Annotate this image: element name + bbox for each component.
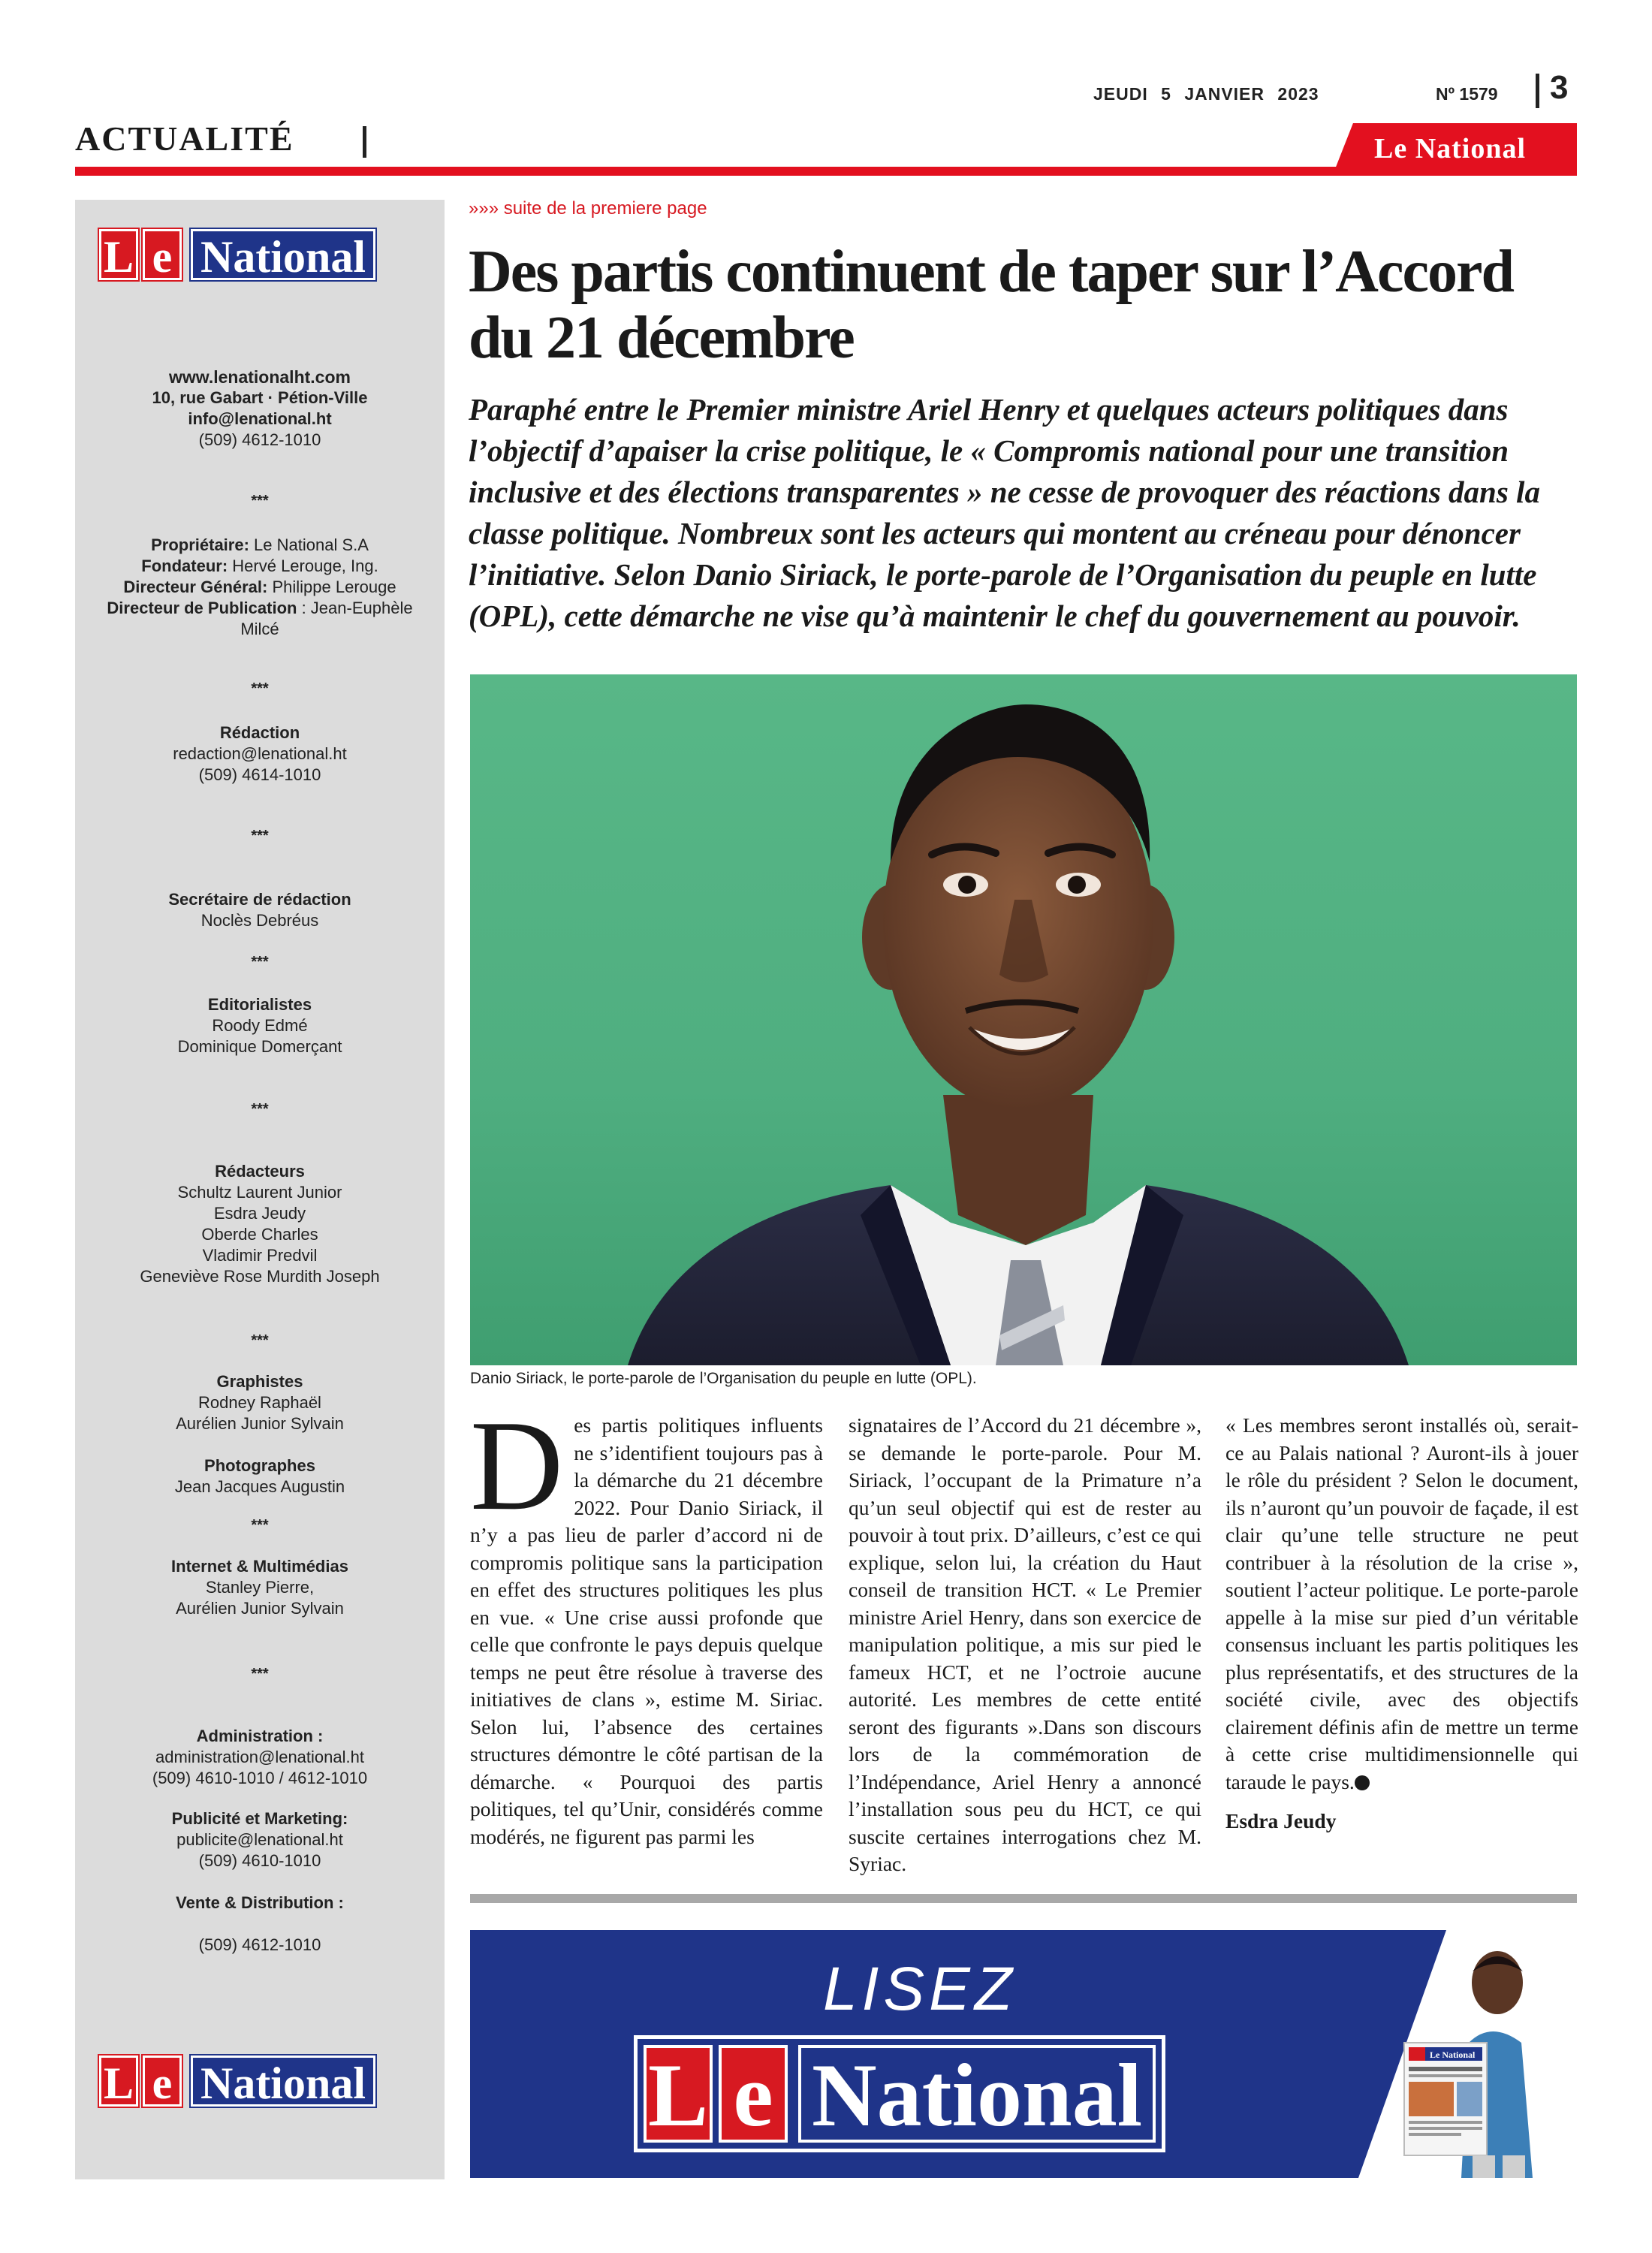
logo-word-national: National xyxy=(798,2045,1156,2143)
writer-name: Vladimir Predvil xyxy=(202,1246,318,1265)
le-national-logo xyxy=(99,2052,375,2110)
portrait-photo xyxy=(470,674,1577,1365)
separator-stars: *** xyxy=(251,1666,269,1682)
graphic-designer-name: Rodney Raphaël xyxy=(198,1393,321,1412)
internet-block xyxy=(75,1556,445,1619)
separator-stars: *** xyxy=(251,954,269,970)
contact-block xyxy=(75,366,445,451)
column-3-text: « Les membres seront installés où, serait-ce au Palais national ? Auront-ils à jouer le rôle du président ? Selon le document, ils n’auront qu’un pouvoir de façade, il est clair qu’une telle structure ne peut contribuer à la résolution de la crise », soutient l’acteur politique. Le porte-parole appelle à la mise sur pied d’un véritable consensus incluant les partis politiques les plus représentatifs, et des structures de la société civile, avec des objectifs clairement définis afin de mettre un terme à cette crise multidimensionnelle qui taraude le pays. xyxy=(1225,1413,1578,1793)
logo-letter-l: L xyxy=(99,2055,138,2107)
administration-block xyxy=(75,1726,445,1789)
secretary-name: Noclès Debréus xyxy=(200,911,319,930)
brand-tab-label: Le National xyxy=(1374,133,1527,164)
internet-name: Aurélien Junior Sylvain xyxy=(176,1599,344,1618)
logo-letter-l: L xyxy=(99,229,138,280)
graphic-designer-name: Aurélien Junior Sylvain xyxy=(176,1414,344,1433)
editorialists-title: Editorialistes xyxy=(207,995,312,1014)
section-title: ACTUALITÉ xyxy=(75,119,294,158)
drop-cap: D xyxy=(470,1395,564,1537)
administration-phone: (509) 4610-1010 / 4612-1010 xyxy=(152,1769,368,1787)
logo-letter-e: e xyxy=(143,229,182,280)
graphic-designers-block xyxy=(75,1371,445,1434)
redaction-title: Rédaction xyxy=(219,723,300,742)
contact-phone: (509) 4612-1010 xyxy=(198,430,321,449)
column-2-text: signataires de l’Accord du 21 décembre », se demande le porte-parole. Pour M. Siriack, l’occupant de la Primature n’a qu’un seul objectif qui est de rester au pouvoir à tout prix. D’ailleurs, c’est ce qui explique, selon lui, la création du Haut conseil de transition HCT. « Le Premier ministre Ariel Henry, dans son exercice de manipulation politique, a mis sur pied le fameux HCT, et ne l’octroie aucune autorité. Les membres de cette entité seront des figurants ».Dans son discours lors de la commémoration de l’Indépendance, Ariel Henry a annoncé l’installation sous peu du HCT, ce qui suscite certaines interrogations chez M. Syriac. xyxy=(849,1413,1201,1875)
man-holding-newspaper-illustration xyxy=(1401,1930,1577,2178)
secretary-block xyxy=(75,889,445,931)
photographers-block xyxy=(75,1455,445,1497)
internet-title: Internet & Multimédias xyxy=(171,1557,348,1576)
editorialist-name: Roody Edmé xyxy=(212,1016,308,1035)
issue-number: Nº 1579 xyxy=(1436,84,1498,104)
owner-line: Propriétaire: Le National S.A xyxy=(151,535,369,554)
writer-name: Oberde Charles xyxy=(201,1225,318,1244)
end-of-article-icon xyxy=(1355,1775,1370,1790)
editorialist-name: Dominique Domerçant xyxy=(177,1037,342,1056)
separator-stars: *** xyxy=(251,1517,269,1534)
subscribe-advertisement[interactable] xyxy=(470,1930,1577,2178)
secretary-title: Secrétaire de rédaction xyxy=(168,890,351,909)
administration-email: administration@lenational.ht xyxy=(155,1748,364,1766)
ad-lisez-text: LISEZ xyxy=(823,1955,1017,2023)
writer-name: Esdra Jeudy xyxy=(213,1204,306,1223)
separator-stars: *** xyxy=(251,493,269,509)
writer-name: Geneviève Rose Murdith Joseph xyxy=(140,1267,380,1286)
mini-paper-brand: Le National xyxy=(1430,2049,1476,2060)
advertising-title: Publicité et Marketing: xyxy=(171,1809,348,1828)
publication-director-line: Directeur de Publication : Jean-Euphèle Milcé xyxy=(107,599,413,638)
internet-name: Stanley Pierre, xyxy=(205,1578,315,1597)
issue-date: JEUDI 5 JANVIER 2023 xyxy=(1093,84,1319,104)
logo-letter-l: L xyxy=(644,2045,713,2143)
advertising-phone: (509) 4610-1010 xyxy=(198,1851,321,1870)
article-standfirst: Paraphé entre le Premier ministre Ariel Henry et quelques acteurs politiques dans l’objectif d’apaiser la crise politique, le « Compromis national pour une transition inclusive et des élections transparentes » ne cesse de provoquer des réactions dans la classe politique. Nombreux sont les acteurs qui montent au créneau pour dénoncer l’initiative. Selon Danio Siriack, le porte-parole de l’Organisation du peuple en lutte (OPL), cette démarche ne vise qu’à maintenir le chef du gouvernement au pouvoir. xyxy=(469,392,1540,633)
portrait-illustration xyxy=(470,674,1577,1365)
address: 10, rue Gabart · Pétion-Ville xyxy=(152,388,368,407)
administration-title: Administration : xyxy=(196,1727,324,1745)
contact-email: info@lenational.ht xyxy=(188,409,332,428)
page-number: 3 xyxy=(1550,69,1569,106)
logo-word-national: National xyxy=(191,2055,375,2107)
graphic-designers-title: Graphistes xyxy=(216,1372,303,1391)
section-divider xyxy=(363,126,366,158)
article-bottom-rule xyxy=(470,1894,1577,1903)
writers-block xyxy=(75,1161,445,1287)
le-national-logo xyxy=(99,225,375,284)
article-column-1 xyxy=(470,1395,823,1850)
website-url: www.lenationalht.com xyxy=(169,367,351,387)
advertising-email: publicite@lenational.ht xyxy=(176,1830,343,1849)
editorialists-block xyxy=(75,994,445,1057)
author-signature: Esdra Jeudy xyxy=(1225,1809,1337,1832)
redaction-block xyxy=(75,722,445,786)
article-column-3 xyxy=(1225,1412,1578,1835)
ad-le-national-logo xyxy=(634,2035,1165,2152)
redaction-email: redaction@lenational.ht xyxy=(173,744,347,763)
writers-title: Rédacteurs xyxy=(215,1162,305,1181)
logo-letter-e: e xyxy=(143,2055,182,2107)
sales-title: Vente & Distribution : xyxy=(176,1893,344,1912)
photo-caption: Danio Siriack, le porte-parole de l’Organisation du peuple en lutte (OPL). xyxy=(470,1370,977,1387)
photographer-name: Jean Jacques Augustin xyxy=(174,1477,345,1496)
article-column-2 xyxy=(849,1412,1201,1878)
separator-stars: *** xyxy=(251,680,269,697)
continued-kicker: »»» suite de la premiere page xyxy=(469,198,707,219)
sales-block xyxy=(75,1893,445,1956)
sales-phone: (509) 4612-1010 xyxy=(198,1935,321,1954)
column-1-text: es partis politiques influents ne s’identifient toujours pas à la démarche du 21 décembre 2022. Pour Danio Siriack, il n’y a pas lieu de parler d’accord ni de compromis politique sans la participation en effet des structures politiques les plus en vue. « Une crise aussi profonde que celle que confronte le pays depuis quelque temps ne peut être résolue à traverse des initiatives de clans », estime M. Siriac. Selon lui, l’absence des certaines structures démontre le côté partisan de la démarche. « Pourquoi des partis politiques, tel qu’Unir, considérés comme modérés, ne figurent pas parmi les xyxy=(470,1413,823,1848)
advertising-block xyxy=(75,1808,445,1871)
separator-stars: *** xyxy=(251,828,269,844)
ownership-block xyxy=(75,535,445,640)
photographers-title: Photographes xyxy=(204,1456,315,1475)
director-general-line: Directeur Général: Philippe Lerouge xyxy=(123,578,396,596)
logo-word-national: National xyxy=(191,229,375,280)
separator-stars: *** xyxy=(251,1332,269,1349)
founder-line: Fondateur: Hervé Lerouge, Ing. xyxy=(141,556,378,575)
separator-stars: *** xyxy=(251,1101,269,1117)
logo-letter-e: e xyxy=(719,2045,788,2143)
writer-name: Schultz Laurent Junior xyxy=(177,1183,342,1202)
article-headline: Des partis continuent de taper sur l’Accord du 21 décembre xyxy=(469,239,1513,371)
redaction-phone: (509) 4614-1010 xyxy=(198,765,321,784)
header-divider xyxy=(1536,74,1539,108)
